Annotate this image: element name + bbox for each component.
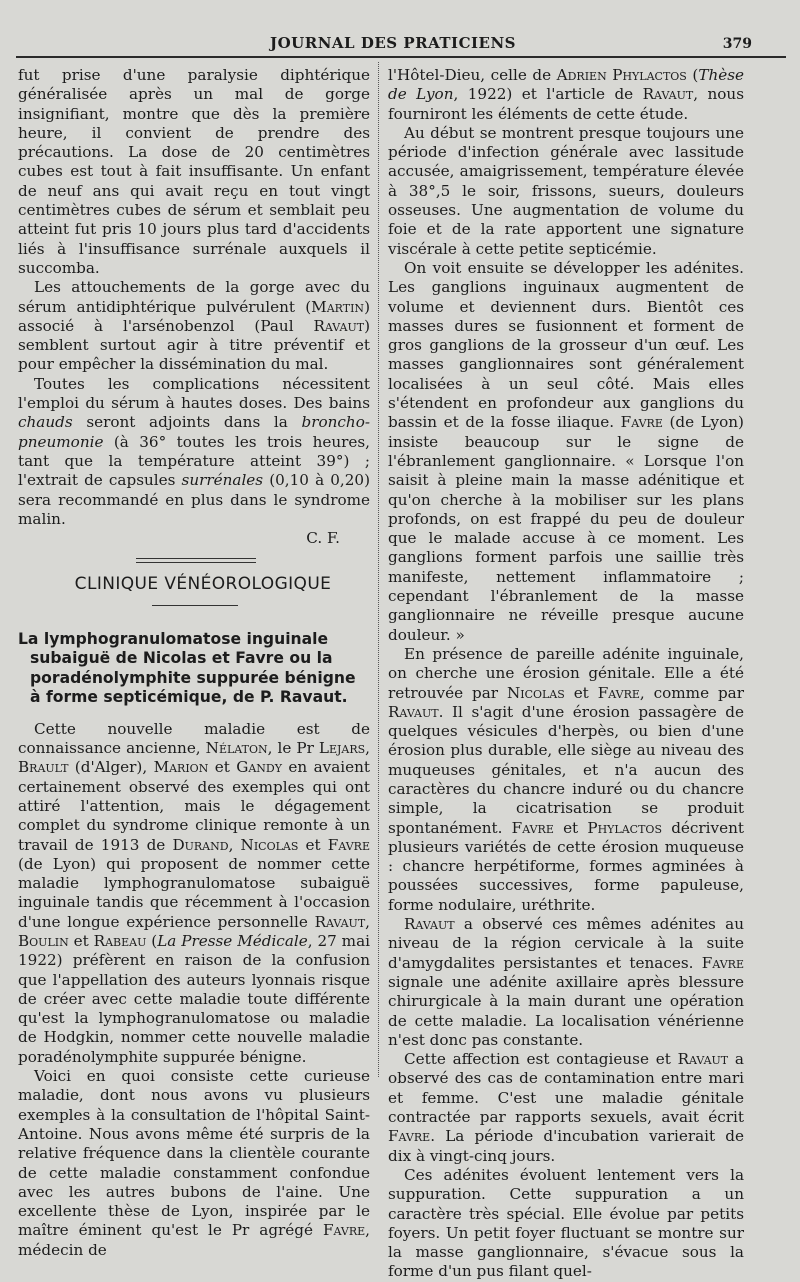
text-run: en avaient certainement observé des exemples qui ont attiré l'attention, mais le dégagement complet du syndrome clinique remonte à un travail de 1913 de: [18, 758, 370, 854]
author-name: Ravaut: [313, 316, 365, 335]
text-run: et: [564, 683, 598, 702]
author-name: Favre: [620, 413, 663, 432]
text-run: (de Lyon) qui proposent de nommer cette maladie lymphogranulomatose subaiguë inguinale tandis que récemment à l'occasion d'une longue expérience personnelle: [18, 854, 370, 931]
text-run: Cette affection est contagieuse et: [404, 1050, 678, 1069]
text-run: (: [686, 66, 699, 84]
paragraph: [388, 1050, 744, 1166]
text-run: seront adjoints dans la: [72, 413, 302, 432]
author-name: Martin: [311, 297, 365, 316]
italic-term: broncho-pneumonie: [18, 413, 370, 451]
paragraph: [388, 645, 744, 915]
text-run: ,: [228, 835, 241, 854]
signature: C. F.: [306, 529, 340, 548]
text-run: (de Lyon) insiste beaucoup sur le signe de l'ébranlement ganglionnaire. « Lorsque l'on saisit à pleine main la masse adénitique et qu'on cherche à la mobiliser sur les plans profonds, on est frappé du peu de douleur que le malade accuse à ce moment. Les ganglions forment parfois une saillie très manifeste, nettement inflammatoire ; cependant l'ébranlement de la masse ganglionnaire ne réveille presque aucune douleur. »: [388, 413, 744, 644]
paragraph: [18, 720, 370, 1067]
text-run: , médecin de: [18, 1221, 370, 1259]
text-run: (d'Alger),: [68, 758, 154, 777]
author-name: Durand: [172, 835, 229, 854]
text-run: Voici en quoi consiste cette curieuse maladie, dont nous avons vu plusieurs exemples à la consultation de l'hôpital Saint-Antoine. Nous avons même été surpris de la relative fréquence dans la clientèle courante de cette maladie constamment confondue avec les autres bubons de l'aine. Une excellente thèse de Lyon, inspirée par le maître éminent qu'est le Pr agrégé: [18, 1067, 370, 1240]
author-name: Favre: [511, 818, 554, 837]
author-name: Brault: [18, 758, 69, 777]
italic-term: chauds: [18, 413, 73, 432]
author-name: Nicolas: [240, 835, 299, 854]
title-rule: [152, 605, 238, 606]
left-column: [18, 66, 370, 1260]
header-rule: [16, 56, 786, 58]
author-name: Gandy: [236, 758, 283, 777]
paragraph: Au début se montrent presque toujours une période d'infection générale avec lassitude accusée, amaigrissement, température élevée à 38°,5 le soir, frissons, sueurs, douleurs osseuses. Une augmentation de volume du foie et de la rate apportent une signature viscérale à cette petite septicémie.: [388, 123, 744, 258]
text-run: Toutes les complications nécessitent l'emploi du sérum à hautes doses. Des bains: [18, 374, 370, 413]
text-run: , 1922) et l'article de: [453, 85, 643, 104]
text-run: l'Hôtel-Dieu, celle de: [388, 66, 557, 84]
text-run: . La période d'incubation varierait de dix à vingt-cinq jours.: [388, 1127, 744, 1165]
section-title: CLINIQUE VÉNÉOROLOGIQUE: [74, 574, 332, 595]
author-name: Adrien Phylactos: [556, 66, 687, 84]
paragraph: Ces adénites évoluent lentement vers la suppuration. Cette suppuration a un caractère très spécial. Elle évolue par petits foyers. Un petit foyer fluctuant se montre sur la masse ganglionnaire, s'évacue sous la forme d'un pus filant quel-: [388, 1165, 744, 1281]
running-header: [0, 34, 800, 58]
text-run: (0,10 à 0,20) sera recommandé en plus dans le syndrome malin.: [18, 471, 370, 528]
right-column: [388, 66, 744, 1282]
italic-term: surrénales: [181, 471, 264, 490]
paragraph: [18, 375, 370, 529]
author-name: Phylactos: [587, 818, 662, 837]
paragraph: fut prise d'une paralysie diphtérique généralisée après un mal de gorge insignifiant, montre que dès la première heure, il convient de prendre des précautions. La dose de 20 centimètres cubes est tout à fait insuffisante. Un enfant de neuf ans qui avait reçu en tout vingt centimètres cubes de sérum et semblait peu atteint fut pris 10 jours plus tard d'accidents liés à l'insuffisance surrénale auxquels il succomba.: [18, 66, 370, 277]
author-name: Favre: [388, 1127, 431, 1146]
author-name: Lejars: [318, 739, 366, 758]
paragraph: [18, 1067, 370, 1260]
paragraph: [388, 66, 744, 124]
article-body: [18, 720, 370, 1260]
text-run: signale une adénite axillaire après blessure chirurgicale à la main durant une opération de cette maladie. La localisation vénérienne n'est donc pas constante.: [388, 972, 744, 1049]
text-run: ,: [365, 912, 370, 931]
author-name: Nélaton: [205, 739, 268, 758]
text-run: a observé des cas de contamination entre mari et femme. C'est une maladie génitale contractée par rapports sexuels, avait écrit: [388, 1050, 744, 1127]
text-run: , 27 mai 1922) préfèrent en raison de la confusion que l'appellation des auteurs lyonnais risque de créer avec cette maladie toute différente qu'est la lymphogranulomatose ou maladie de Hodgkin, nommer cette nouvelle maladie poradénolymphite suppurée bénigne.: [18, 931, 370, 1066]
text-run: et: [298, 835, 328, 854]
text-run: Cette nouvelle maladie est de connaissance ancienne,: [18, 719, 370, 758]
column-divider: [378, 62, 379, 1077]
text-run: , comme par: [639, 683, 744, 702]
author-name: Ravaut: [388, 702, 439, 721]
text-run: En présence de pareille adénite inguinale, on cherche une érosion génitale. Elle a été retrouvée par: [388, 644, 744, 702]
author-name: Boulin: [18, 931, 69, 950]
text-run: et: [68, 931, 94, 950]
thesis-reference: Thèse de Lyon: [388, 66, 744, 104]
text-run: , le Pr: [267, 739, 319, 758]
text-run: (à 36° toutes les trois heures, tant que la température atteint 39°) ; l'extrait de capsules: [18, 432, 370, 490]
journal-reference: La Presse Médicale: [157, 931, 308, 950]
text-run: a observé ces mêmes adénites au niveau de la région cervicale à la suite d'amygdalites persistantes et tenaces.: [388, 915, 744, 972]
text-run: (: [146, 931, 158, 950]
text-run: . Il s'agit d'une érosion passagère de quelques vésicules d'herpès, ou bien d'une érosion plus durable, elle siège au niveau des muqueuses génitales, et n'a aucun des caractères du chancre induré ou du chancre simple, la cicatrisation se produit spontanément.: [388, 702, 744, 837]
author-name: Rabeau: [93, 931, 147, 950]
page-number: 379: [722, 36, 752, 52]
text-run: ,: [365, 739, 370, 758]
paragraph: [18, 278, 370, 374]
author-name: Ravaut: [404, 915, 455, 934]
paragraph: [388, 259, 744, 645]
text-run: et: [208, 758, 237, 777]
text-run: Les attouchements de la gorge avec du sérum antidiphtérique pulvérulent (: [18, 278, 370, 316]
text-run: décrivent plusieurs variétés de cette érosion muqueuse : chancre herpétiforme, formes agminées à poussées successives, forme papuleuse, forme nodulaire, uréthrite.: [388, 818, 744, 914]
text-run: ) semblent surtout agir à titre préventif et pour empêcher la dissémination du mal.: [18, 316, 370, 374]
author-name: Ravaut: [642, 85, 694, 104]
author-name: Favre: [327, 835, 370, 854]
author-name: Ravaut: [677, 1050, 729, 1069]
author-name: Favre: [597, 683, 640, 702]
journal-title: JOURNAL DES PRATICIENS: [270, 34, 516, 52]
article-title: La lymphogranulomatose inguinale subaiguë de Nicolas et Favre ou la poradénolymphite suppurée bénigne à forme septicémique, de P. Ravaut.: [18, 629, 356, 707]
author-name: Favre: [701, 953, 744, 972]
text-run: On voit ensuite se développer les adénites. Les ganglions inguinaux augmentent de volume et deviennent durs. Bientôt ces masses dures se fusionnent et forment de gros ganglions de la grosseur d'un œuf. Les masses ganglionnaires sont généralement localisées à un seul côté. Mais elles s'étendent en profondeur aux ganglions du bassin et de la fosse iliaque.: [388, 258, 744, 432]
author-name: Favre: [322, 1221, 366, 1240]
text-run: ) associé à l'arsénobenzol (Paul: [18, 297, 370, 335]
paragraph: [388, 915, 744, 1050]
author-name: Marion: [153, 758, 209, 777]
section-separator: [136, 558, 256, 563]
text-run: , nous fourniront les éléments de cette étude.: [388, 85, 744, 123]
text-run: et: [553, 818, 588, 837]
author-name: Ravaut: [314, 912, 366, 931]
author-name: Nicolas: [506, 683, 565, 702]
